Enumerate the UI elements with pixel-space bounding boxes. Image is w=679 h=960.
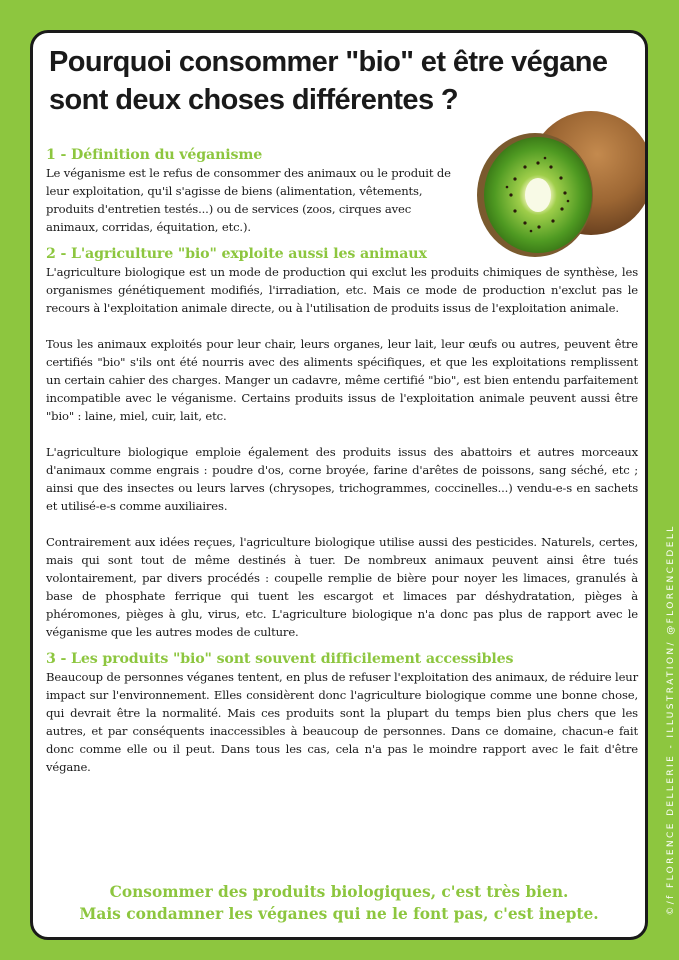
conclusion (33, 881, 645, 925)
section-1-heading: 1 - Définition du véganisme (46, 147, 263, 163)
section-3-paragraph: Beaucoup de personnes véganes tentent, en plus de refuser l'exploitation des animaux, de réduire leur impact sur l'environnement. Elles considèrent donc l'agriculture biologique comme une bonne chose, qui devrait être la normalité. Mais ces produits sont la plupart du temps bien plus chers que les autres, et par conséquents inaccessibles à beaucoup de personnes. Dans ce domaine, chacun-e fait donc comme elle ou il peut. Dans tous les cas, cela n'a pas le moindre rapport avec le fait d'être végane. (46, 670, 638, 774)
credit-text: ©/f FLORENCE DELLERIE - ILLUSTRATION/ @FLORENCEDELL (666, 524, 676, 916)
section-3-heading: 3 - Les produits "bio" sont souvent difficilement accessibles (46, 651, 514, 667)
article-body (46, 146, 638, 776)
section-2-paragraph-2: Tous les animaux exploités pour leur chair, leurs organes, leur lait, leur œufs ou autres, peuvent être certifiés "bio" s'ils ont été nourris avec des aliments spécifiques, et que les exploitations remplissent un certain cahier des charges. Manger un cadavre, même certifié "bio", est bien entendu parfaitement incompatible avec le véganisme. Certains produits issus de l'exploitation animale peuvent aussi être "bio" : laine, miel, cuir, lait, etc. (46, 337, 638, 423)
page-title: Pourquoi consommer "bio" et être végane sont deux choses différentes ? (49, 46, 608, 116)
section-2-paragraph-4: Contrairement aux idées reçues, l'agriculture biologique utilise aussi des pesticides. Naturels, certes, mais qui sont tout de même destinés à tuer. De nombreux animaux peuvent ainsi être tués volontairement, par divers procédés : coupelle remplie de bière pour noyer les limaces, granulés à base de phosphate ferrique qui tuent les escargot et limaces par déshydratation, pièges à phéromones, pièges à glu, virus, etc. L'agriculture biologique n'a donc pas plus de rapport avec le véganisme que les autres modes de culture. (46, 535, 638, 639)
poster-card (30, 30, 648, 940)
section-1-paragraph: Le véganisme est le refus de consommer des animaux ou le produit de leur exploitation, qu'il s'agisse de biens (alimentation, vêtements, produits d'entretien testés...) ou de services (zoos, cirques avec animaux, corridas, équitation, etc.). (46, 166, 451, 234)
conclusion-line-2: Mais condamner les véganes qui ne le font pas, c'est inepte. (79, 905, 599, 923)
section-2-paragraph-3: L'agriculture biologique emploie également des produits issus des abattoirs et autres morceaux d'animaux comme engrais : poudre d'os, corne broyée, farine d'arêtes de poissons, sang séché, etc ; ainsi que des insectes ou leurs larves (chrysopes, trichogrammes, coccinelles...) vendu-e-s en sachets et utilisé-e-s comme auxiliaires. (46, 445, 638, 513)
conclusion-line-1: Consommer des produits biologiques, c'est très bien. (109, 883, 569, 901)
section-2-heading: 2 - L'agriculture "bio" exploite aussi les animaux (46, 246, 427, 262)
credit-strip (664, 500, 678, 940)
section-2-paragraph-1: L'agriculture biologique est un mode de production qui exclut les produits chimiques de synthèse, les organismes génétiquement modifiés, l'irradiation, etc. Mais ce mode de production n'exclut pas le recours à l'exploitation animale directe, ou à l'utilisation de produits issus de l'exploitation animale. (46, 265, 638, 315)
